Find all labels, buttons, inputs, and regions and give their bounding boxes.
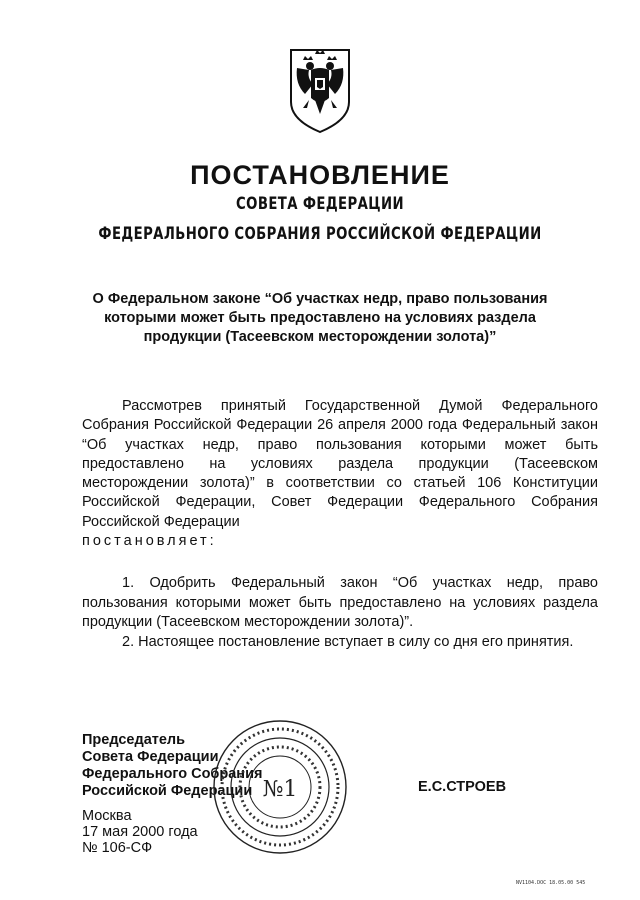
coat-of-arms-icon (287, 44, 353, 134)
preamble (82, 397, 598, 551)
resolution-subject (70, 290, 570, 347)
subject-line-2: которыми может быть предоставлено на условиях раздела (104, 310, 536, 326)
date: 17 мая 2000 года (82, 824, 198, 840)
signer-line-2: Совета Федерации (82, 749, 219, 765)
issuer-line-1: СОВЕТА ФЕДЕРАЦИИ (236, 194, 404, 214)
resolves-word: постановляет: (82, 533, 217, 550)
file-code: NV1104.DOC 18.05.00 545 (516, 880, 586, 886)
document-number: № 106-СФ (82, 840, 153, 856)
city: Москва (82, 808, 132, 824)
resolution-items (82, 574, 598, 652)
issuer-line-2: ФЕДЕРАЛЬНОГО СОБРАНИЯ РОССИЙСКОЙ ФЕДЕРАЦИИ (98, 224, 542, 244)
official-seal-stamp (208, 718, 352, 856)
subject-line-1: О Федеральном законе “Об участках недр, право пользования (92, 291, 548, 307)
signer-line-1: Председатель (82, 732, 186, 748)
preamble-paragraph (82, 397, 598, 551)
stamp-number: №1 (262, 777, 298, 802)
preamble-text: Рассмотрев принятый Государственной Думой Федерального Собрания Российской Федерации 26 апреля 2000 года Федеральный закон “Об участках недр, право пользования которыми может быть предоставлено на условиях раздела продукции (Тасеевском месторождении золота)” в соответствии со статьей 106 Конституции Российской Федерации, Совет Федерации Федерального Собрания Российской Федерации (82, 398, 598, 530)
signer-name: Е.С.СТРОЕВ (418, 779, 507, 795)
document-title: ПОСТАНОВЛЕНИЕ (190, 160, 450, 190)
place-and-date (82, 808, 198, 856)
signer-line-3: Федерального Собрания (82, 766, 263, 782)
resolution-item-2: 2. Настоящее постановление вступает в силу со дня его принятия. (122, 633, 574, 650)
resolution-item-1: 1. Одобрить Федеральный закон “Об участках недр, право пользования которыми может быть предоставлено на условиях раздела продукции (Тасеевском месторождении золота)”. (82, 575, 598, 630)
subject-line-3: продукции (Тасеевском месторождении золота)” (143, 329, 497, 345)
signer-line-4: Российской Федерации (82, 783, 253, 799)
